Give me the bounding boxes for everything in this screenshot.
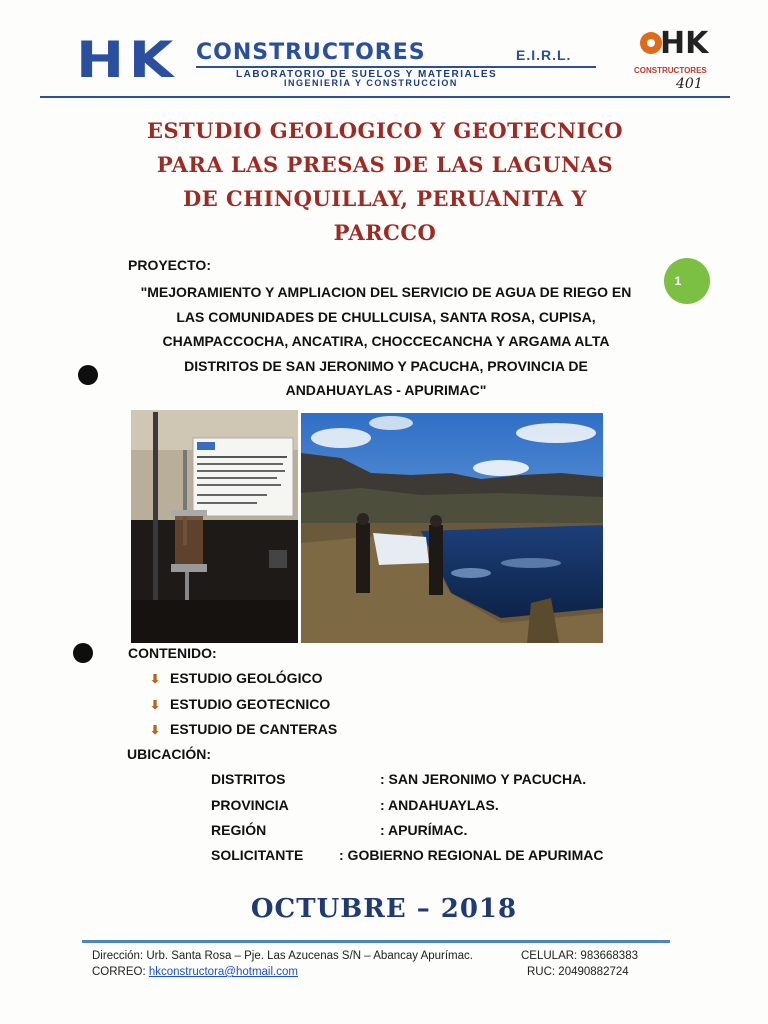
footer-ruc: RUC: 20490882724 xyxy=(527,966,629,978)
lagoon-photo xyxy=(301,413,603,643)
document-title xyxy=(120,114,650,250)
lab-photo-image xyxy=(131,410,298,643)
corner-logo xyxy=(632,28,712,98)
project-line: LAS COMUNIDADES DE CHULLCUISA, SANTA ROSA, CUPISA, xyxy=(176,308,596,325)
footer-address: Dirección: Urb. Santa Rosa – Pje. Las Azucenas S/N – Abancay Apurímac. xyxy=(92,950,473,962)
footer-divider xyxy=(82,940,670,943)
title-line: DE CHINQUILLAY, PERUANITA Y xyxy=(182,186,588,211)
header-divider xyxy=(40,96,730,98)
location-value: : SAN JERONIMO Y PACUCHA. xyxy=(380,771,587,787)
list-item xyxy=(150,670,322,686)
punch-hole xyxy=(73,643,93,663)
brand-underline xyxy=(196,66,596,68)
location-label: UBICACIÓN: xyxy=(127,746,211,762)
location-key: SOLICITANTE xyxy=(211,847,304,863)
project-line: DISTRITOS DE SAN JERONIMO Y PACUCHA, PROVINCIA DE xyxy=(184,357,588,374)
footer-email-line xyxy=(92,966,298,978)
company-tagline-2: INGENIERIA Y CONSTRUCCION xyxy=(284,78,458,88)
gear-icon xyxy=(640,32,662,54)
punch-hole xyxy=(78,365,98,385)
corner-logo-text: HK xyxy=(660,26,709,61)
content-item-label: ESTUDIO GEOLÓGICO xyxy=(170,670,323,686)
footer-phone: CELULAR: 983668383 xyxy=(521,950,638,962)
project-line: "MEJORAMIENTO Y AMPLIACION DEL SERVICIO DE AGUA DE RIEGO EN xyxy=(140,284,632,300)
location-value: : ANDAHUAYLAS. xyxy=(380,797,499,813)
company-suffix: E.I.R.L. xyxy=(516,47,572,63)
handwritten-number: 401 xyxy=(676,76,703,92)
title-line: PARCCO xyxy=(333,220,437,245)
lagoon-photo-image xyxy=(301,413,603,643)
footer-email-label: CORREO: xyxy=(92,966,146,978)
arrow-down-icon: ⬇ xyxy=(150,672,161,686)
contents-label: CONTENIDO: xyxy=(128,645,217,661)
lab-photo xyxy=(131,410,298,643)
list-item xyxy=(150,721,337,737)
title-line: ESTUDIO GEOLOGICO Y GEOTECNICO xyxy=(146,118,624,143)
location-key: REGIÓN xyxy=(211,822,267,838)
location-key: PROVINCIA xyxy=(211,797,289,813)
list-item xyxy=(150,696,330,712)
location-key: DISTRITOS xyxy=(211,771,286,787)
corner-logo-caption: CONSTRUCTORES xyxy=(634,66,707,75)
company-tagline-1: LABORATORIO DE SUELOS Y MATERIALES xyxy=(236,69,498,80)
content-item-label: ESTUDIO GEOTECNICO xyxy=(170,696,331,712)
project-line: CHAMPACCOCHA, ANCATIRA, CHOCCECANCHA Y ARGAMA ALTA xyxy=(162,333,610,349)
project-description xyxy=(126,280,646,403)
page-number-stamp: 1 xyxy=(664,258,710,304)
content-item-label: ESTUDIO DE CANTERAS xyxy=(170,721,338,737)
company-logo-hk: HK xyxy=(76,31,178,89)
email-link[interactable]: hkconstructora@hotmail.com xyxy=(148,966,298,978)
company-name: CONSTRUCTORES xyxy=(196,40,426,65)
location-value: : GOBIERNO REGIONAL DE APURIMAC xyxy=(339,847,604,863)
document-date: OCTUBRE – 2018 xyxy=(250,894,518,924)
project-line: ANDAHUAYLAS - APURIMAC" xyxy=(285,382,487,398)
project-label: PROYECTO: xyxy=(128,257,211,273)
arrow-down-icon: ⬇ xyxy=(150,698,161,712)
location-value: : APURÍMAC. xyxy=(380,822,468,838)
arrow-down-icon: ⬇ xyxy=(150,723,161,737)
title-line: PARA LAS PRESAS DE LAS LAGUNAS xyxy=(156,152,614,177)
